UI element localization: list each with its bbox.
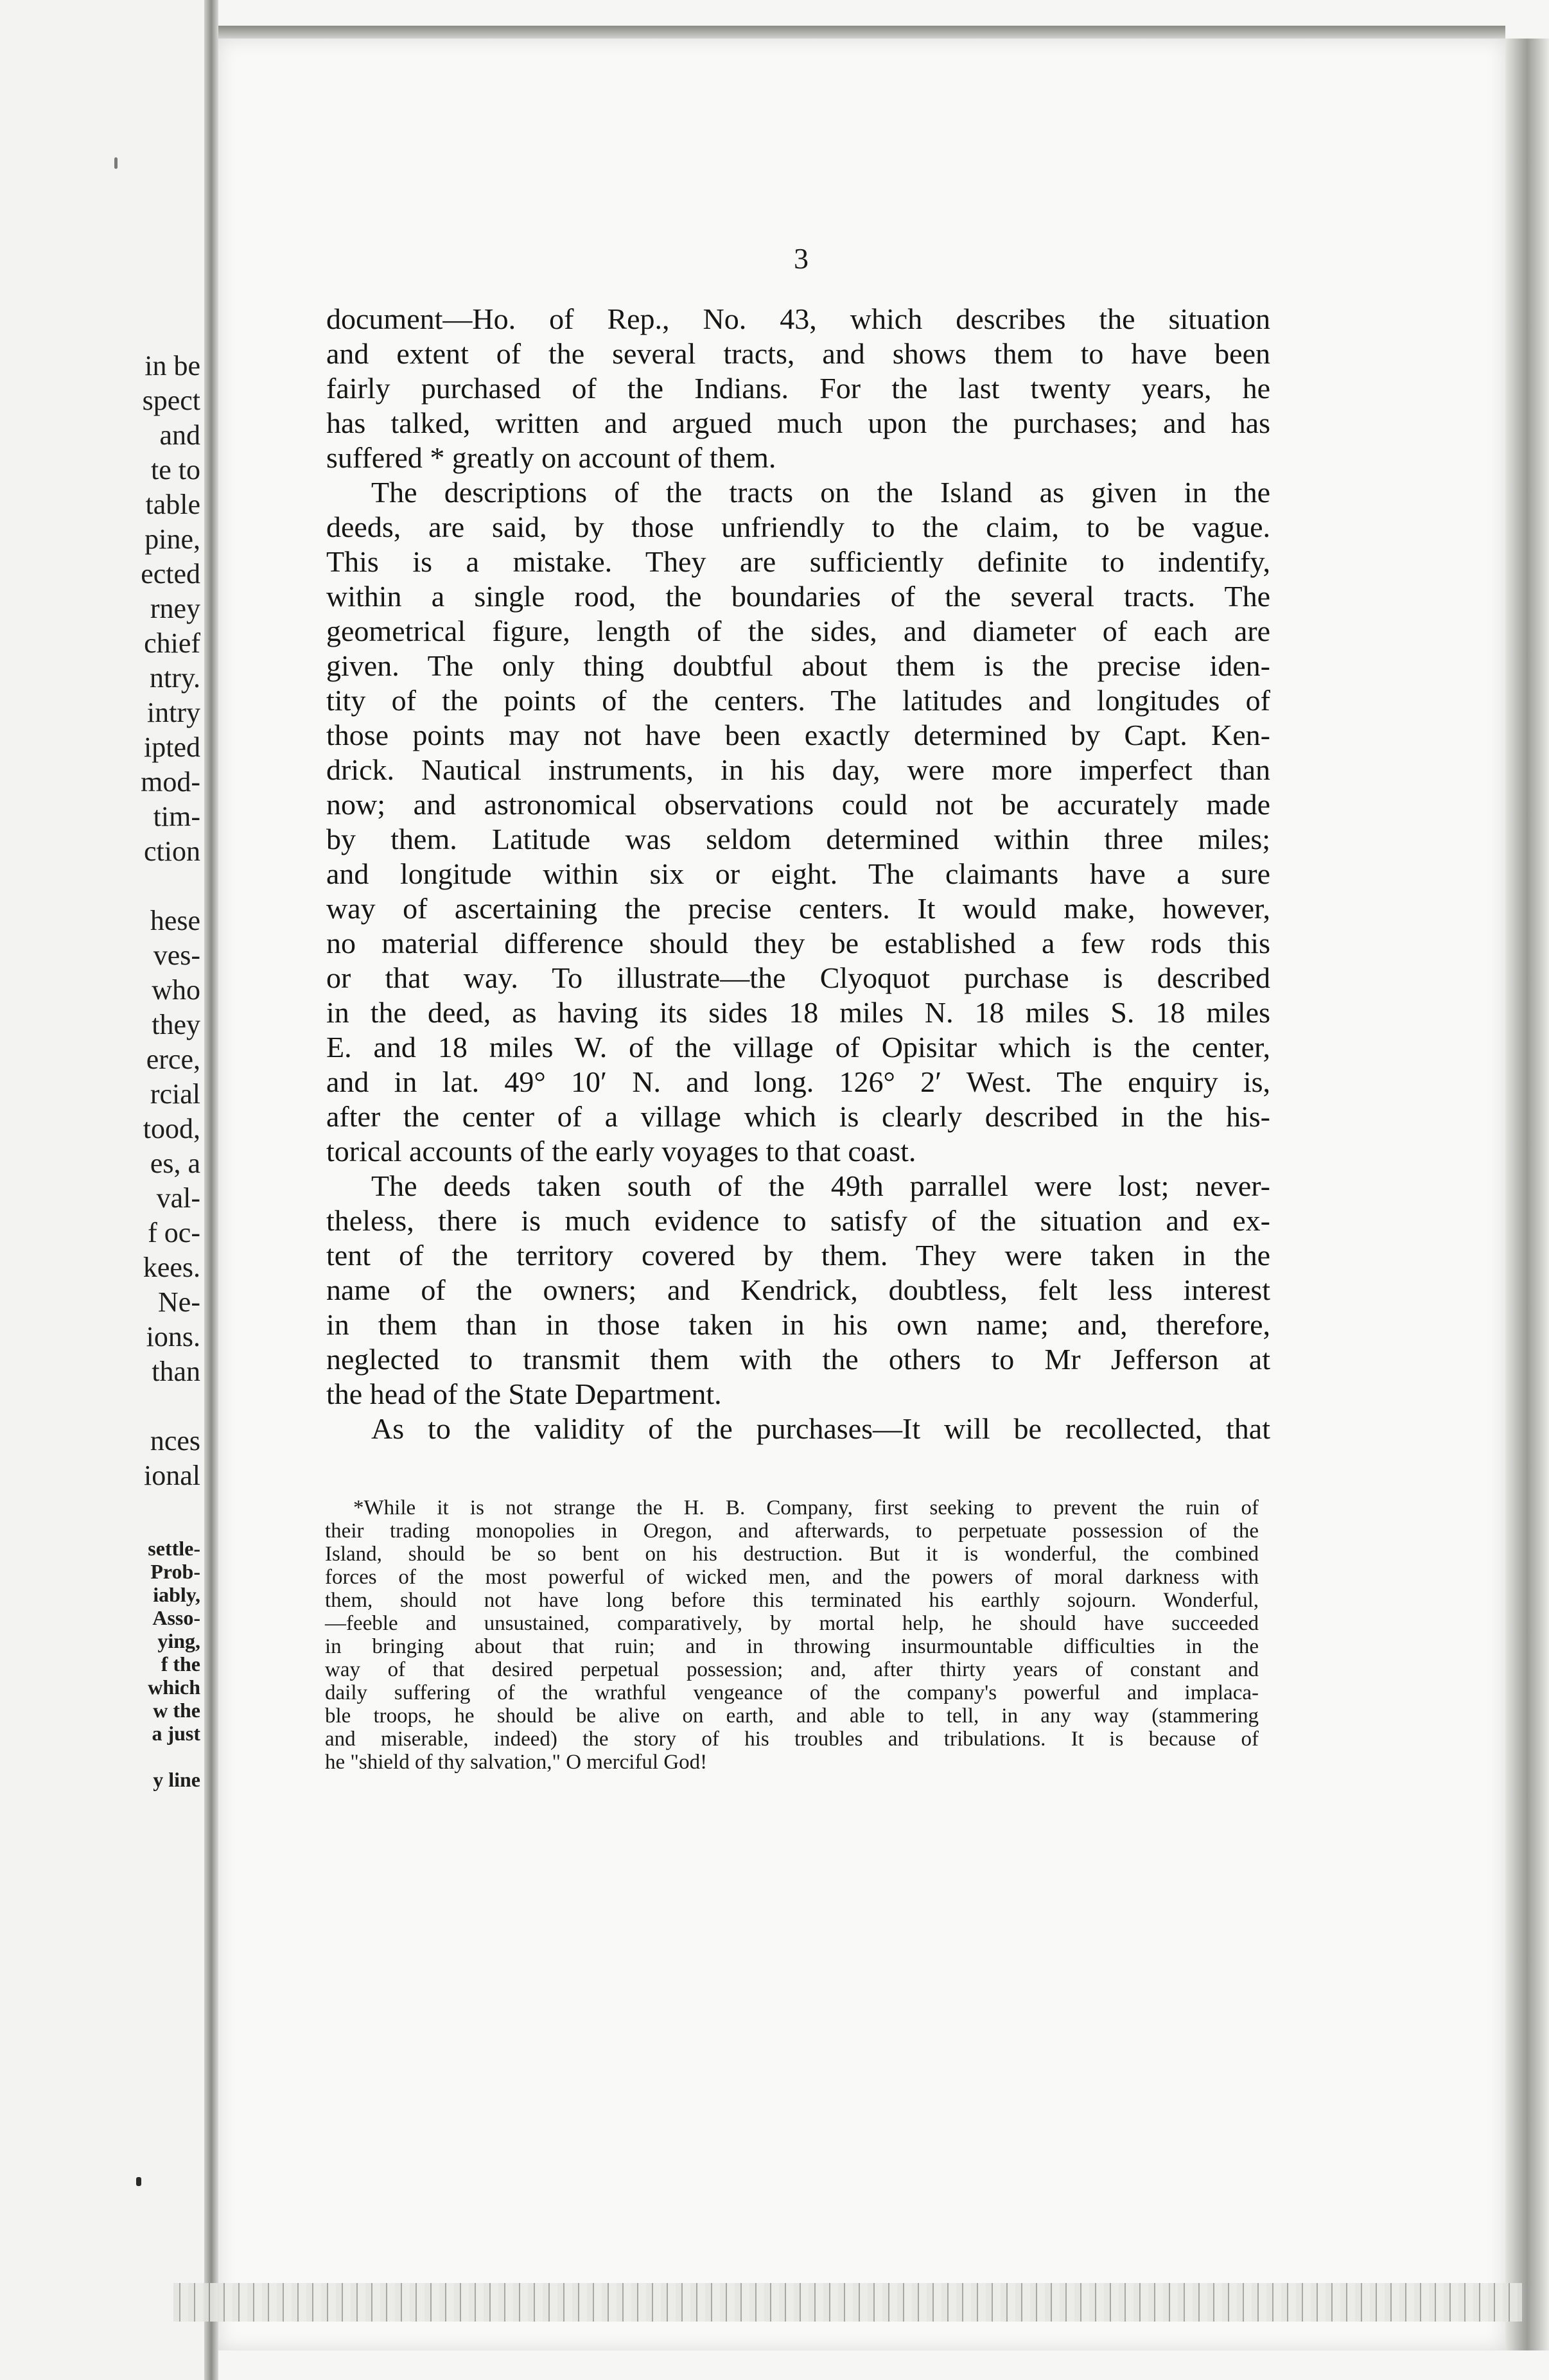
facing-page-fragment: table xyxy=(145,489,200,520)
text-line: no material difference should they be established a few rods this xyxy=(326,927,1270,959)
text-line: suffered * greatly on account of them. xyxy=(326,441,776,474)
text-line: This is a mistake. They are sufficiently definite to indentify, xyxy=(326,545,1270,578)
facing-page-fragment: Ne- xyxy=(158,1286,200,1318)
facing-page-fragment: f oc- xyxy=(148,1217,200,1248)
facing-page-fragment: who xyxy=(152,974,200,1006)
facing-page-footnote-fragment: Asso- xyxy=(152,1606,200,1629)
text-line: E. and 18 miles W. of the village of Opisitar which is the center, xyxy=(326,1031,1270,1063)
text-line: has talked, written and argued much upon the purchases; and has xyxy=(326,407,1270,439)
facing-page-fragment: rcial xyxy=(150,1078,200,1110)
text-line: deeds, are said, by those unfriendly to the claim, to be vague. xyxy=(326,511,1270,543)
facing-page-footnote-fragment: ying, xyxy=(157,1629,200,1652)
book-gutter xyxy=(204,0,218,2380)
text-line: neglected to transmit them with the others to Mr Jefferson at xyxy=(326,1343,1270,1376)
facing-page-fragment: tim- xyxy=(153,801,200,832)
footnote xyxy=(325,1496,1259,1774)
text-line: in the deed, as having its sides 18 miles N. 18 miles S. 18 miles xyxy=(326,996,1270,1029)
text-line: the head of the State Department. xyxy=(326,1378,722,1410)
text-line: theless, there is much evidence to satisfy of the situation and ex- xyxy=(326,1204,1270,1237)
facing-page-fragment: ipted xyxy=(144,731,200,763)
footnote-line: ble troops, he should be alive on earth, and able to tell, in any way (stammering xyxy=(325,1704,1259,1728)
footnote-line: forces of the most powerful of wicked men, and the powers of moral darkness with xyxy=(325,1566,1259,1589)
text-line: fairly purchased of the Indians. For the last twenty years, he xyxy=(326,372,1270,405)
facing-page-fragment: es, a xyxy=(150,1148,200,1179)
facing-page-fragment: mod- xyxy=(141,766,200,798)
facing-page-footnote-fragment: f the xyxy=(161,1652,200,1676)
text-line: and extent of the several tracts, and shows them to have been xyxy=(326,337,1270,370)
footnote-line: in bringing about that ruin; and in throwing insurmountable difficulties in the xyxy=(325,1635,1259,1658)
page-bottom-edge xyxy=(173,2283,1522,2322)
facing-page-footnote-fragment: Prob- xyxy=(150,1560,200,1583)
body-paragraph xyxy=(326,1169,1270,1412)
body-paragraph xyxy=(326,1412,1270,1446)
text-line: torical accounts of the early voyages to that coast. xyxy=(326,1135,916,1168)
text-line: way of ascertaining the precise centers. It would make, however, xyxy=(326,892,1270,925)
text-line: given. The only thing doubtful about them is the precise iden- xyxy=(326,649,1270,682)
footnote-line: their trading monopolies in Oregon, and afterwards, to perpetuate possession of the xyxy=(325,1519,1259,1543)
text-line: by them. Latitude was seldom determined within three miles; xyxy=(326,823,1270,855)
footnote-line: *While it is not strange the H. B. Company, first seeking to prevent the ruin of xyxy=(353,1496,1259,1519)
facing-page-fragment: pine, xyxy=(144,523,200,555)
footnote-line: and miserable, indeed) the story of his troubles and tribulations. It is because of xyxy=(325,1728,1259,1751)
text-line: tity of the points of the centers. The latitudes and longitudes of xyxy=(326,684,1270,717)
facing-page-footnote-fragment: which xyxy=(148,1676,200,1699)
facing-page-footnote-fragment: iably, xyxy=(153,1583,200,1606)
text-line: drick. Nautical instruments, in his day, were more imperfect than xyxy=(326,753,1270,786)
facing-page-fragment: nces xyxy=(150,1425,200,1457)
facing-page-remnant xyxy=(0,0,204,2380)
facing-page-fragment: erce, xyxy=(146,1044,200,1075)
text-line: now; and astronomical observations could not be accurately made xyxy=(326,788,1270,821)
footnote-line: —feeble and unsustained, comparatively, by mortal help, he should have succeeded xyxy=(325,1612,1259,1635)
text-line: and in lat. 49° 10′ N. and long. 126° 2′ West. The enquiry is, xyxy=(326,1065,1270,1098)
text-line: As to the validity of the purchases—It will be recollected, that xyxy=(371,1412,1270,1445)
facing-page-fragment: in be xyxy=(144,350,200,381)
footnote-line: way of that desired perpetual possession; and, after thirty years of constant and xyxy=(325,1658,1259,1681)
page-right-edge xyxy=(1505,39,1549,2350)
text-line: document—Ho. of Rep., No. 43, which describes the situation xyxy=(326,302,1270,335)
facing-page-fragment: ction xyxy=(144,836,200,867)
facing-page-fragment: intry xyxy=(146,697,200,728)
text-line: those points may not have been exactly determined by Capt. Ken- xyxy=(326,719,1270,751)
text-line: The descriptions of the tracts on the Island as given in the xyxy=(371,476,1270,509)
text-line: after the center of a village which is clearly described in the his- xyxy=(326,1100,1270,1133)
text-line: name of the owners; and Kendrick, doubtless, felt less interest xyxy=(326,1273,1270,1306)
facing-page-fragment: ected xyxy=(141,558,200,590)
page-top-edge xyxy=(218,26,1505,40)
facing-page-fragment: rney xyxy=(150,593,200,624)
facing-page-fragment: tood, xyxy=(143,1113,200,1144)
facing-page-fragment: ional xyxy=(144,1460,200,1491)
facing-page-footnote-fragment: y line xyxy=(153,1768,200,1791)
facing-page-fragment: chief xyxy=(144,627,200,659)
body-text xyxy=(326,302,1270,1446)
footnote-line: he "shield of thy salvation," O merciful God! xyxy=(325,1751,708,1774)
page-number: 3 xyxy=(794,242,809,275)
facing-page-fragment: spect xyxy=(142,385,200,416)
facing-page-footnote-fragment: settle- xyxy=(148,1537,200,1560)
facing-page-fragment: ions. xyxy=(146,1321,200,1352)
footnote-line: Island, should be so bent on his destruction. But it is wonderful, the combined xyxy=(325,1543,1259,1566)
ink-speck xyxy=(114,157,118,169)
facing-page-footnote-fragment: a just xyxy=(152,1722,200,1745)
facing-page-fragment: val- xyxy=(156,1182,200,1214)
ink-speck xyxy=(136,2177,141,2186)
facing-page-footnote-fragment: w the xyxy=(153,1699,200,1722)
facing-page-fragment: ves- xyxy=(153,940,200,971)
footnote-line: daily suffering of the wrathful vengeance of the company's powerful and implaca- xyxy=(325,1681,1259,1704)
text-line: in them than in those taken in his own name; and, therefore, xyxy=(326,1308,1270,1341)
facing-page-fragment: kees. xyxy=(143,1252,200,1283)
text-line: tent of the territory covered by them. They were taken in the xyxy=(326,1239,1270,1272)
text-line: or that way. To illustrate—the Clyoquot purchase is described xyxy=(326,961,1270,994)
body-paragraph xyxy=(326,302,1270,475)
facing-page-fragment: they xyxy=(152,1009,200,1040)
text-line: and longitude within six or eight. The claimants have a sure xyxy=(326,857,1270,890)
facing-page-fragment: ntry. xyxy=(149,662,200,694)
text-line: within a single rood, the boundaries of the several tracts. The xyxy=(326,580,1270,613)
facing-page-fragment: hese xyxy=(150,905,200,936)
text-line: The deeds taken south of the 49th parrallel were lost; never- xyxy=(371,1169,1270,1202)
facing-page-fragment: te to xyxy=(151,454,200,486)
footnote-line: them, should not have long before this terminated his earthly sojourn. Wonderful, xyxy=(325,1589,1259,1612)
body-paragraph xyxy=(326,475,1270,1169)
facing-page-fragment: than xyxy=(152,1356,200,1387)
text-line: geometrical figure, length of the sides, and diameter of each are xyxy=(326,615,1270,647)
facing-page-fragment: and xyxy=(159,419,200,451)
